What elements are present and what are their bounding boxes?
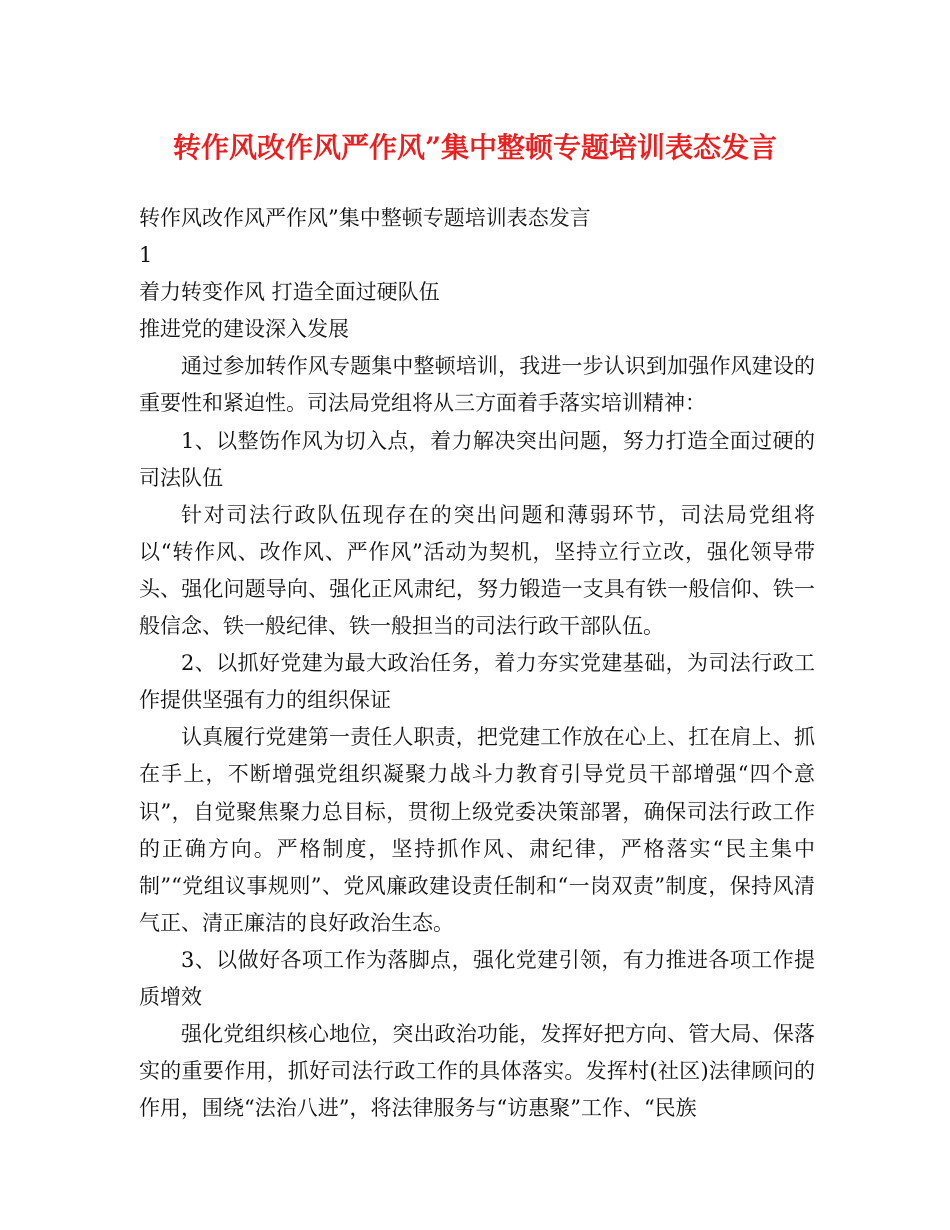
- paragraph-point-1-heading: 1、以整饬作风为切入点，着力解决突出问题，努力打造全面过硬的司法队伍: [139, 428, 815, 490]
- document-subtitle: 转作风改作风严作风”集中整顿专题培训表态发言: [139, 206, 591, 230]
- paragraph-point-1-body: 针对司法行政队伍现存在的突出问题和薄弱环节，司法局党组将以“转作风、改作风、严作风”活动为契机，坚持立行立改，强化领导带头、强化问题导向、强化正风肃纪，努力锻造一支具有铁一般信仰、铁一般信念、铁一般纪律、铁一般担当的司法行政干部队伍。: [139, 502, 815, 639]
- paragraph-intro: 通过参加转作风专题集中整顿培训，我进一步认识到加强作风建设的重要性和紧迫性。司法局党组将从三方面着手落实培训精神：: [139, 354, 815, 416]
- section-subheading: 推进党的建设深入发展: [139, 317, 349, 342]
- section-number: 1: [139, 243, 153, 268]
- document-title: 转作风改作风严作风”集中整顿专题培训表态发言: [172, 131, 778, 164]
- paragraph-point-2-body: 认真履行党建第一责任人职责，把党建工作放在心上、扛在肩上、抓在手上，不断增强党组织凝聚力战斗力教育引导党员干部增强“四个意识”，自觉聚焦聚力总目标，贯彻上级党委决策部署，确保司法行政工作的正确方向。严格制度，坚持抓作风、肃纪律，严格落实“民主集中制”“党组议事规则”、党风廉政建设责任制和“一岗双责”制度，保持风清气正、清正廉洁的良好政治生态。: [139, 725, 815, 935]
- paragraph-point-3-heading: 3、以做好各项工作为落脚点，强化党建引领，有力推进各项工作提质增效: [139, 947, 815, 1009]
- document-body: [139, 200, 815, 1127]
- paragraph-point-3-body: 强化党组织核心地位，突出政治功能，发挥好把方向、管大局、保落实的重要作用，抓好司法行政工作的具体落实。发挥村(社区)法律顾问的作用，围绕“法治八进”，将法律服务与“访惠聚”工作、“民族: [139, 1022, 815, 1121]
- paragraph-point-2-heading: 2、以抓好党建为最大政治任务，着力夯实党建基础，为司法行政工作提供坚强有力的组织保证: [139, 651, 815, 713]
- section-heading: 着力转变作风 打造全面过硬队伍: [139, 280, 440, 305]
